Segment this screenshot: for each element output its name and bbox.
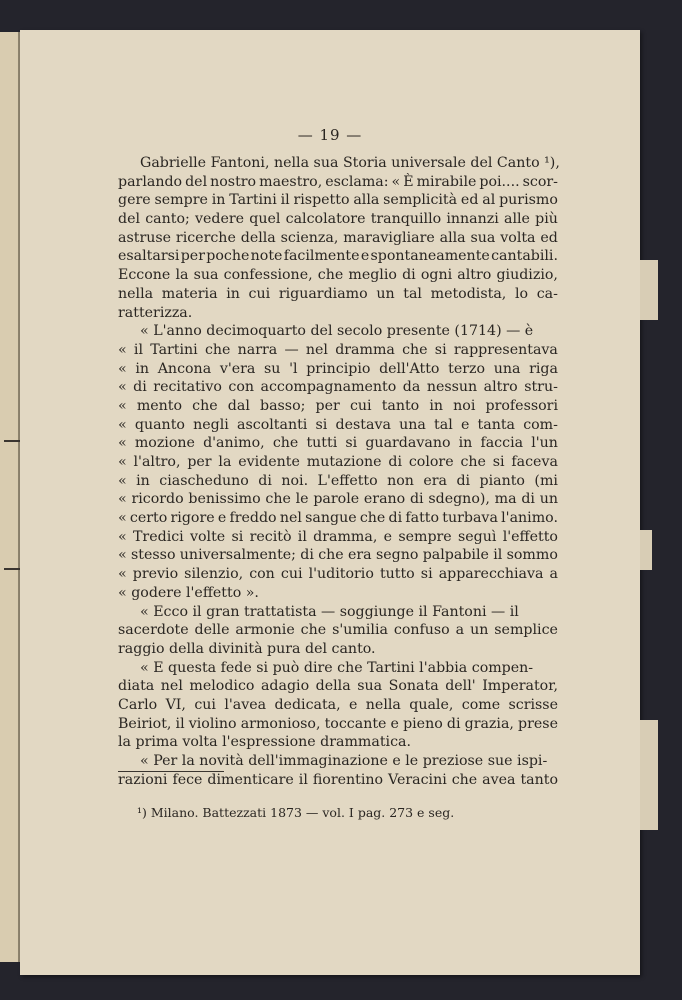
text-line: « Tredici volte si recitò il dramma, e sempre seguì l'effetto	[118, 528, 558, 545]
footnote: ¹) Milano. Battezzati 1873 — vol. I pag. 273 e seg.	[137, 805, 455, 820]
page-body	[118, 154, 558, 789]
text-line: Beiriot, il violino armonioso, toccante e pieno di grazia, prese	[118, 715, 558, 732]
text-line: « previo silenzio, con cui l'uditorio tutto si apparecchiava a	[118, 566, 558, 583]
text-line: la prima volta l'espressione drammatica.	[118, 734, 411, 751]
text-line: gere sempre in Tartini il rispetto alla semplicità ed al purismo	[118, 192, 558, 209]
torn-edge	[640, 260, 658, 320]
text-line: ratterizza.	[118, 304, 193, 321]
page-number: — 19 —	[297, 126, 363, 144]
facing-page-edge	[0, 32, 20, 962]
text-line: « in ciascheduno di noi. L'effetto non era di pianto (mi	[118, 472, 558, 489]
text-line: nella materia in cui riguardiamo un tal metodista, lo ca-	[118, 285, 558, 302]
text-line: « stesso universalmente; di che era segno palpabile il sommo	[118, 547, 558, 564]
text-line: « L'anno decimoquarto del secolo presente (1714) — è	[140, 323, 534, 340]
text-line: « certo rigore e freddo nel sangue che di fatto turbava l'animo.	[118, 510, 558, 527]
text-line: « di recitativo con accompagnamento da nessun altro stru-	[118, 379, 558, 396]
text-line: « E questa fede si può dire che Tartini l'abbia compen-	[140, 659, 534, 676]
text-line: « mozione d'animo, che tutti si guardavano in faccia l'un	[118, 435, 558, 452]
text-line: « godere l'effetto ».	[118, 584, 259, 601]
text-line: raggio della divinità pura del canto.	[118, 640, 376, 657]
text-line: diata nel melodico adagio della sua Sonata dell' Imperator,	[118, 678, 558, 695]
text-line: « ricordo benissimo che le parole erano di sdegno), ma di un	[118, 491, 558, 508]
text-line: « il Tartini che narra — nel dramma che si rappresentava	[118, 341, 558, 358]
torn-edge	[640, 530, 652, 570]
text-line: del canto; vedere quel calcolatore tranquillo innanzi alle più	[118, 211, 558, 228]
text-line: « l'altro, per la evidente mutazione di colore che si faceva	[118, 454, 558, 470]
text-line: Eccone la sua confessione, che meglio di ogni altro giudizio,	[118, 267, 558, 284]
book-page	[20, 30, 640, 975]
text-line: astruse ricerche della scienza, maravigliare alla sua volta ed	[118, 229, 558, 246]
text-line: Gabrielle Fantoni, nella sua Storia universale del Canto ¹),	[140, 155, 560, 171]
text-line: « in Ancona v'era su 'l principio dell'Atto terzo una riga	[118, 360, 558, 377]
text-line: parlando del nostro maestro, esclama: « È mirabile poi.... scor-	[118, 173, 558, 190]
text-line: « mento che dal basso; per cui tanto in noi professori	[118, 397, 558, 414]
text-line: « quanto negli ascoltanti si destava una tal e tanta com-	[118, 416, 558, 433]
text-line: « Per la novità dell'immaginazione e le preziose sue ispi-	[140, 753, 548, 769]
torn-edge	[640, 720, 658, 830]
text-line: « Ecco il gran trattatista — soggiunge il Fantoni — il	[140, 603, 519, 620]
text-line: razioni fece dimenticare il fiorentino Veracini che avea tanto	[118, 771, 558, 788]
text-line: Carlo VI, cui l'avea dedicata, e nella quale, come scrisse	[118, 696, 558, 713]
footnote-rule	[118, 771, 224, 772]
text-line: esaltarsi per poche note facilmente e spontaneamente cantabili.	[118, 248, 558, 265]
text-line: sacerdote delle armonie che s'umilia confuso a un semplice	[118, 622, 558, 639]
